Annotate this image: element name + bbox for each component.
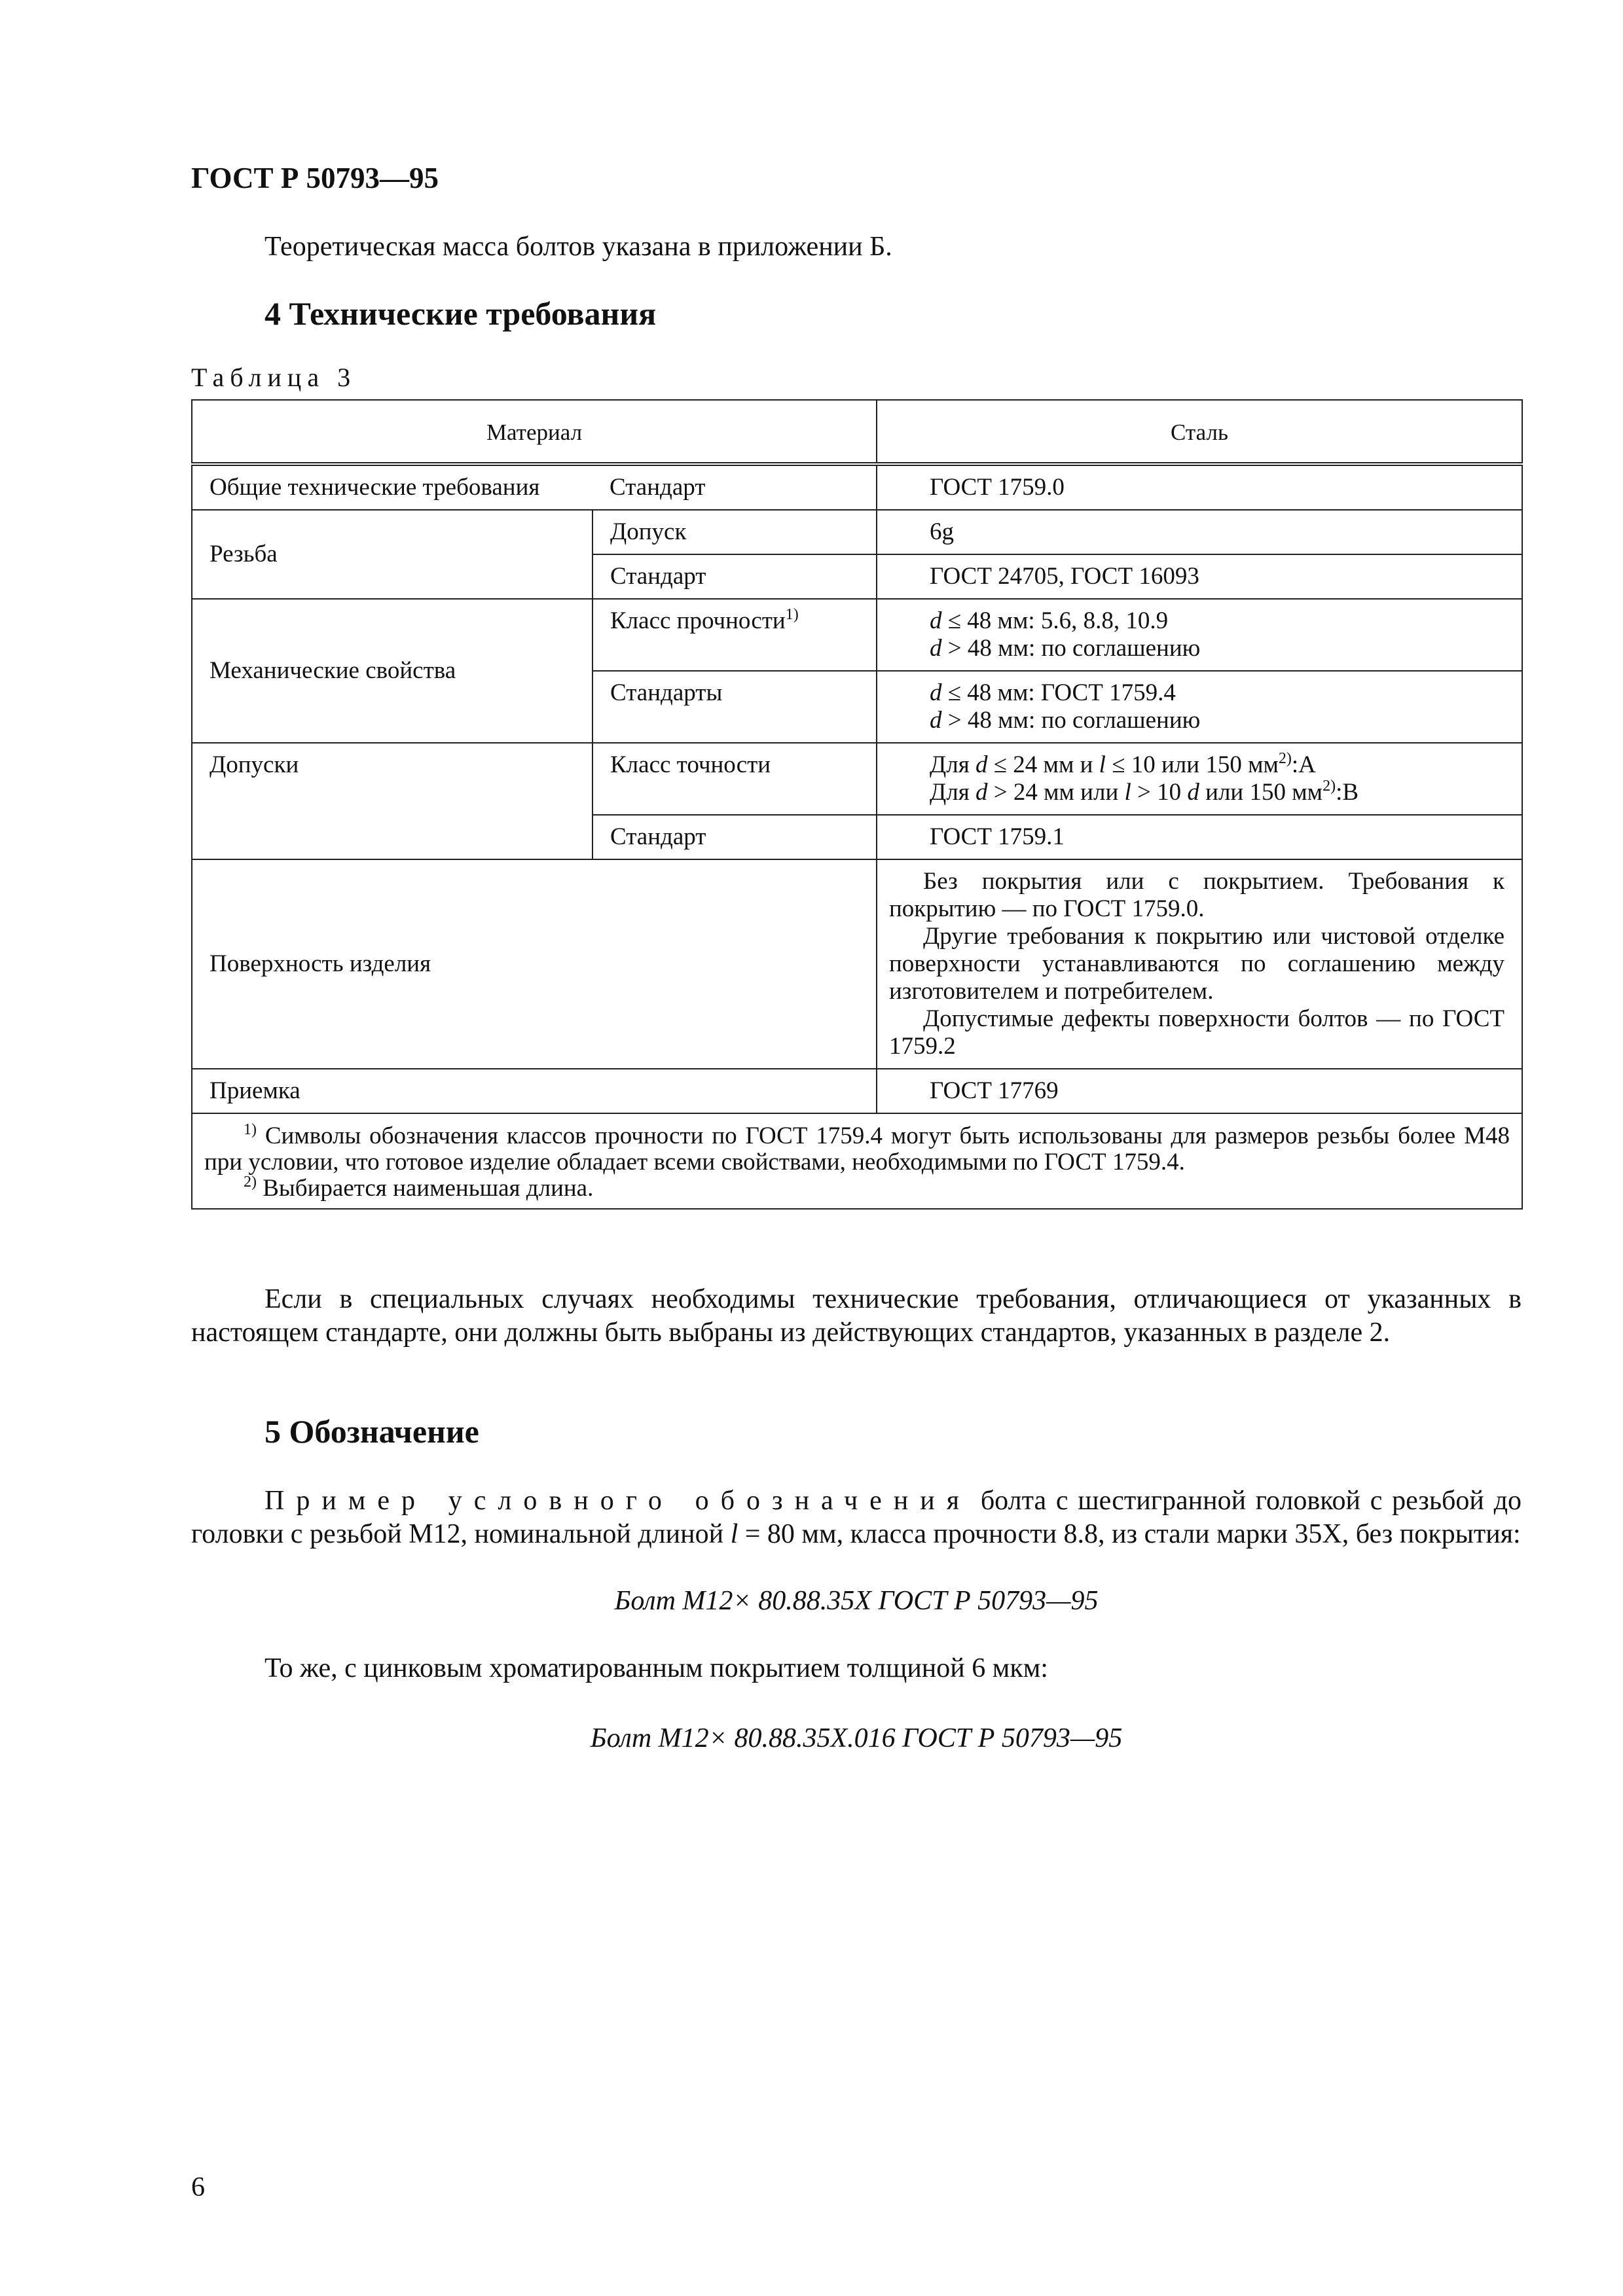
mech-class-label: Класс прочности <box>610 607 786 634</box>
var-d: d <box>930 635 942 662</box>
row-mech-class-value <box>877 599 1522 671</box>
row-acceptance-name: Приемка <box>192 1069 877 1113</box>
var-l: l <box>1099 751 1106 778</box>
text: :В <box>1336 779 1359 806</box>
row-tolerances-standard-param: Стандарт <box>593 815 877 859</box>
row-thread-tolerance-param: Допуск <box>593 510 877 554</box>
footnote-ref: 2) <box>1278 750 1292 767</box>
var-d: d <box>975 779 988 806</box>
header-steel: Сталь <box>877 400 1522 464</box>
row-tolerances-accuracy-value <box>877 743 1522 815</box>
after-table-paragraph: Если в специальных случаях необходимы технические требования, отличающиеся от указанных в настоящем стандарте, они должны быть выбраны из действующих стандартов, указанных в разделе 2. <box>191 1284 1522 1348</box>
table-row <box>192 464 1522 510</box>
table-row <box>192 743 1522 815</box>
same-zinc-paragraph: То же, с цинковым хроматированным покрытием толщиной 6 мкм: <box>264 1653 1048 1683</box>
page-number: 6 <box>191 2172 205 2202</box>
text: :А <box>1291 751 1316 778</box>
requirements-table <box>191 399 1523 1210</box>
intro-paragraph: Теоретическая масса болтов указана в приложении Б. <box>264 232 892 262</box>
surface-paragraph: Допустимые дефекты поверхности болтов — по ГОСТ 1759.2 <box>889 1005 1504 1060</box>
text: болта с шестигранной головкой с резьбой до головки с резьбой М12, номинальной длиной <box>191 1486 1522 1549</box>
row-tolerances-standard-value: ГОСТ 1759.1 <box>877 815 1522 859</box>
table-notes-row <box>192 1113 1522 1209</box>
var-l: l <box>730 1519 739 1549</box>
mech-std-line2: > 48 мм: по соглашению <box>941 707 1201 734</box>
mech-class-line2: > 48 мм: по соглашению <box>941 635 1201 662</box>
row-thread-name: Резьба <box>192 510 593 599</box>
footnote-marker: 1) <box>244 1121 257 1138</box>
text: = 80 мм, класса прочности 8.8, из стали марки 35Х, без покрытия: <box>738 1519 1521 1549</box>
row-surface-value <box>877 859 1522 1069</box>
table-row <box>192 859 1522 1069</box>
row-general-value: ГОСТ 1759.0 <box>877 464 1522 510</box>
row-mech-class-param <box>593 599 877 671</box>
table-row <box>192 1069 1522 1113</box>
text: > 24 мм или <box>987 779 1125 806</box>
text: ≤ 24 мм и <box>987 751 1099 778</box>
text: Для <box>930 751 976 778</box>
text: Для <box>930 779 976 806</box>
surface-paragraph: Другие требования к покрытию или чистовой отделке поверхности устанавливаются по соглашению между изготовителем и потребителем. <box>889 923 1504 1005</box>
footnote-ref: 2) <box>1322 778 1336 795</box>
row-thread-standard-value: ГОСТ 24705, ГОСТ 16093 <box>877 554 1522 599</box>
text: ≤ 10 или 150 мм <box>1105 751 1279 778</box>
var-l: l <box>1124 779 1131 806</box>
mech-std-line1: ≤ 48 мм: ГОСТ 1759.4 <box>941 679 1176 706</box>
table-row <box>192 599 1522 671</box>
row-tolerances-accuracy-param: Класс точности <box>593 743 877 815</box>
example-spaced-label: Пример условного обозначения <box>264 1486 972 1516</box>
var-d: d <box>1187 779 1199 806</box>
footnote-ref: 1) <box>785 606 799 623</box>
var-d: d <box>930 679 942 706</box>
row-general-name: Общие технические требования <box>192 464 593 510</box>
text: или 150 мм <box>1199 779 1323 806</box>
row-surface-name: Поверхность изделия <box>192 859 877 1069</box>
header-material: Материал <box>192 400 877 464</box>
table-row <box>192 510 1522 554</box>
var-d: d <box>930 607 942 634</box>
var-d: d <box>930 707 942 734</box>
row-thread-tolerance-value: 6g <box>877 510 1522 554</box>
row-acceptance-value: ГОСТ 17769 <box>877 1069 1522 1113</box>
table-notes <box>192 1113 1522 1209</box>
designation-formula-2: Болт М12× 80.88.35Х.016 ГОСТ Р 50793—95 <box>590 1723 1123 1753</box>
footnote-1 <box>204 1123 1510 1175</box>
footnote-text: Символы обозначения классов прочности по ГОСТ 1759.4 могут быть использованы для размеров резьбы более М48 при условии, что готовое изделие обладает всеми свойствами, необходимыми по ГОСТ 1759.4. <box>204 1122 1510 1175</box>
document-header: ГОСТ Р 50793—95 <box>191 162 439 194</box>
row-mech-standards-value <box>877 671 1522 743</box>
example-paragraph <box>191 1484 1522 1551</box>
row-general-param: Стандарт <box>593 464 877 510</box>
surface-paragraph: Без покрытия или с покрытием. Требования к покрытию — по ГОСТ 1759.0. <box>889 868 1504 922</box>
table-label: Таблица 3 <box>191 363 357 392</box>
row-mech-name: Механические свойства <box>192 599 593 743</box>
var-d: d <box>975 751 988 778</box>
designation-formula-1: Болт М12× 80.88.35Х ГОСТ Р 50793—95 <box>614 1586 1099 1616</box>
row-thread-standard-param: Стандарт <box>593 554 877 599</box>
text: > 10 <box>1131 779 1188 806</box>
row-tolerances-name: Допуски <box>192 743 593 859</box>
row-mech-standards-param: Стандарты <box>593 671 877 743</box>
section-5-title: 5 Обозначение <box>264 1413 479 1450</box>
footnote-marker: 2) <box>244 1174 257 1191</box>
section-4-title: 4 Технические требования <box>264 295 657 332</box>
table-header-row <box>192 400 1522 464</box>
mech-class-line1: ≤ 48 мм: 5.6, 8.8, 10.9 <box>941 607 1169 634</box>
footnote-text: Выбирается наименьшая длина. <box>257 1175 594 1202</box>
footnote-2 <box>204 1175 1510 1202</box>
